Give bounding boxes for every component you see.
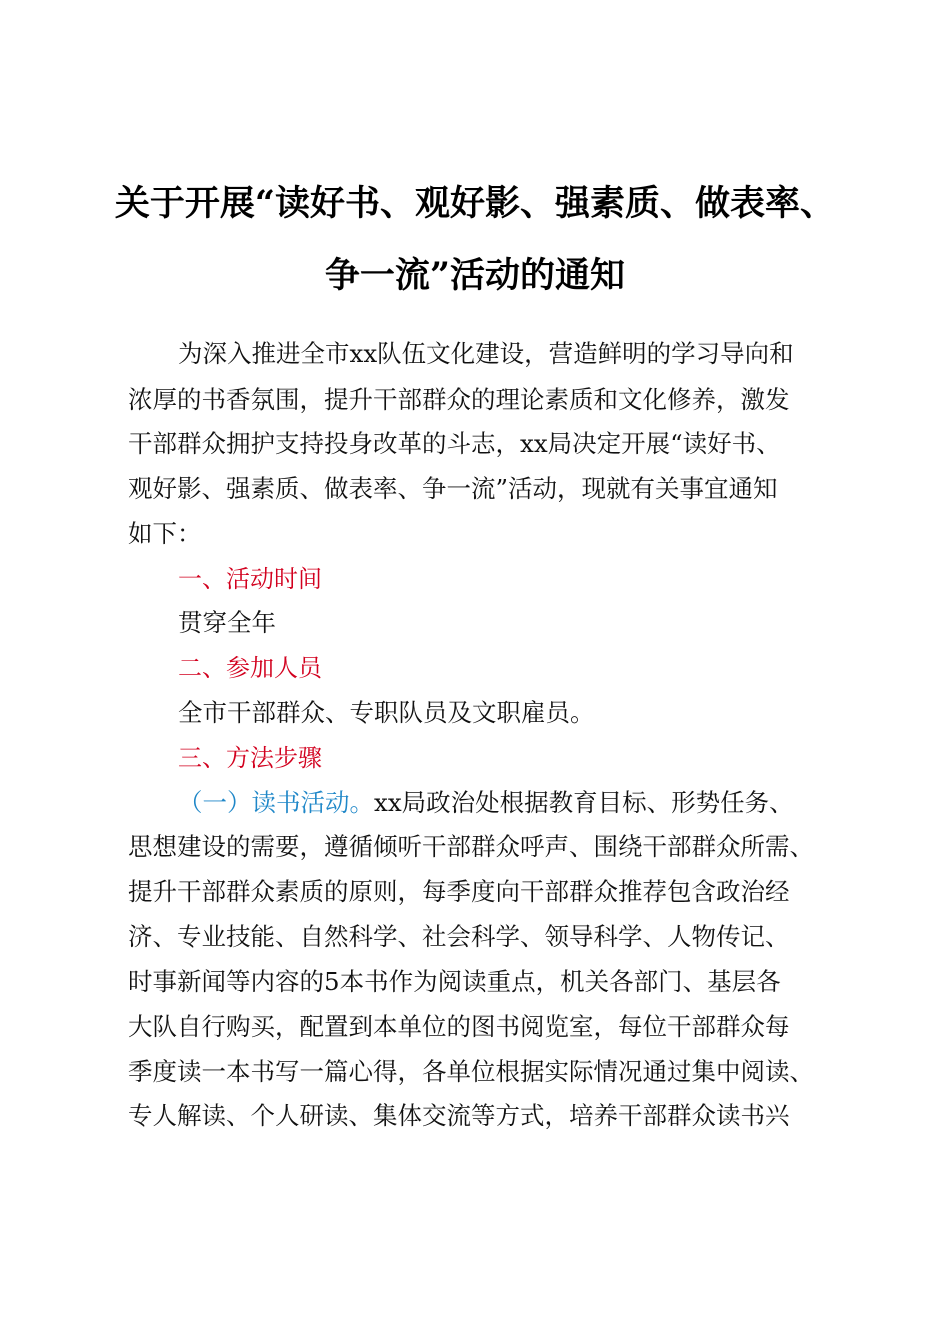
section-heading-time: 一、活动时间: [178, 565, 322, 593]
intro-line: 如下：: [128, 519, 202, 548]
section-content-time: 贯穿全年: [178, 608, 276, 637]
sub-section-line: 季度读一本书写一篇心得，各单位根据实际情况通过集中阅读、: [128, 1057, 814, 1086]
sub-section-text: xx局政治处根据教育目标、形势任务、: [374, 788, 794, 817]
intro-line: 浓厚的书香氛围，提升干部群众的理论素质和文化修养，激发: [128, 385, 790, 414]
sub-section-line: 思想建设的需要，遵循倾听干部群众呼声、围绕干部群众所需、: [128, 832, 814, 861]
sub-section-line: 大队自行购买，配置到本单位的图书阅览室，每位干部群众每: [128, 1012, 790, 1041]
document-title-line-1: 关于开展“读好书、观好影、强素质、做表率、: [114, 183, 836, 224]
intro-line: 为深入推进全市xx队伍文化建设，营造鲜明的学习导向和: [178, 339, 794, 368]
sub-section-line: [178, 783, 848, 823]
document-title-line-2: 争一流”活动的通知: [324, 255, 626, 296]
sub-section-line: 济、专业技能、自然科学、社会科学、领导科学、人物传记、: [128, 922, 790, 951]
sub-section-label-reading: （一）读书活动。: [178, 788, 374, 817]
section-heading-participants: 二、参加人员: [178, 654, 322, 682]
section-content-participants: 全市干部群众、专职队员及文职雇员。: [178, 698, 595, 727]
intro-line: 干部群众拥护支持投身改革的斗志，xx局决定开展“读好书、: [128, 429, 781, 458]
sub-section-line: 时事新闻等内容的5本书作为阅读重点，机关各部门、基层各: [128, 967, 781, 996]
intro-line: 观好影、强素质、做表率、争一流”活动，现就有关事宜通知: [128, 474, 778, 503]
sub-section-line: 专人解读、个人研读、集体交流等方式，培养干部群众读书兴: [128, 1101, 790, 1130]
section-heading-methods: 三、方法步骤: [178, 744, 322, 772]
sub-section-line: 提升干部群众素质的原则，每季度向干部群众推荐包含政治经: [128, 877, 790, 906]
